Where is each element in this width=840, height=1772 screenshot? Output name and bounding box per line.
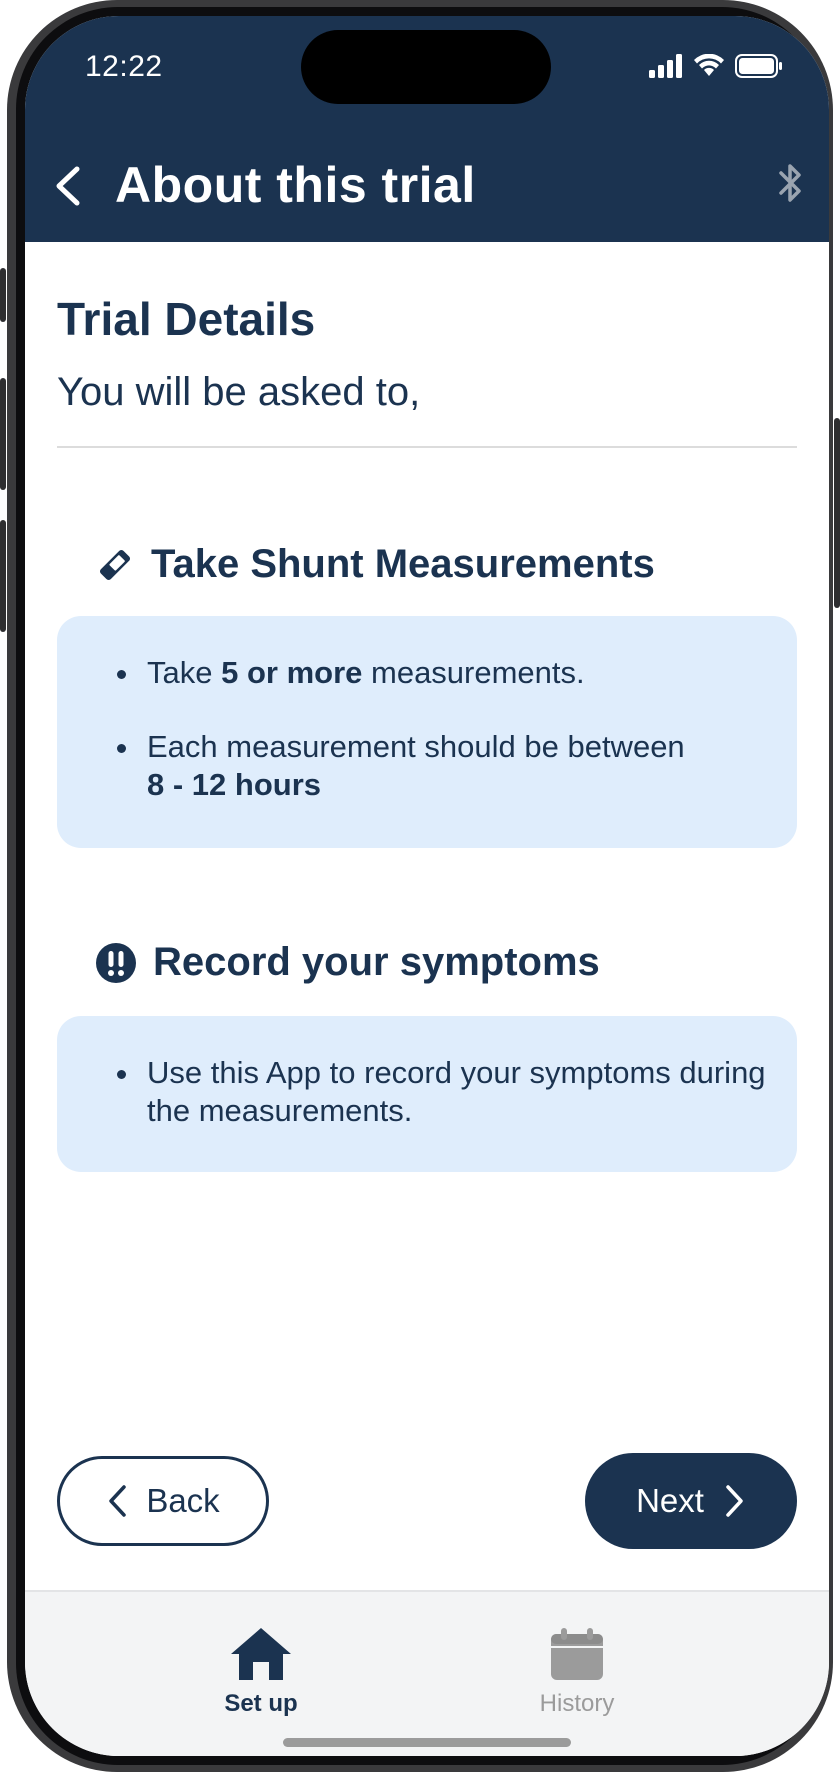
battery-icon <box>735 54 783 78</box>
wifi-icon <box>693 54 725 78</box>
chevron-left-icon[interactable] <box>51 166 85 206</box>
list-item-text: measurements. <box>362 655 585 690</box>
home-indicator <box>283 1738 571 1747</box>
screen <box>25 16 829 1756</box>
next-button-label: Next <box>636 1482 704 1519</box>
page-title: Trial Details <box>57 293 316 345</box>
section-heading-text: Record your symptoms <box>153 940 600 984</box>
status-time: 12:22 <box>85 50 163 83</box>
nav-item-setup[interactable] <box>191 1626 331 1718</box>
list-item-text: Take <box>147 655 222 690</box>
dynamic-island <box>301 30 551 104</box>
pencil-icon <box>95 545 135 585</box>
list-item-text: Use this App to record your symptoms during the measurements. <box>147 1055 766 1128</box>
chevron-left-icon <box>106 1484 128 1518</box>
header-title: About this trial <box>115 157 476 213</box>
signal-icon <box>649 54 683 78</box>
power-button <box>834 418 840 608</box>
bottom-nav <box>25 1590 829 1756</box>
home-icon <box>229 1626 293 1682</box>
nav-item-label: Set up <box>224 1690 298 1717</box>
exclamation-circle-icon <box>95 942 137 984</box>
divider <box>57 446 797 448</box>
list-item-bold: 5 or more <box>221 655 363 690</box>
info-card-symptoms <box>57 1016 797 1172</box>
list-item <box>147 1054 797 1130</box>
section-heading-symptoms <box>95 940 600 985</box>
list-item <box>147 728 797 804</box>
section-heading-text: Take Shunt Measurements <box>151 542 655 586</box>
volume-up-button <box>0 378 6 490</box>
list-item-text: Each measurement should be between <box>147 729 685 764</box>
section-heading-measurements <box>95 542 655 587</box>
back-button-label: Back <box>146 1482 220 1519</box>
nav-item-label: History <box>539 1690 615 1717</box>
list-item-bold: 8 - 12 hours <box>147 767 321 802</box>
calendar-icon <box>549 1626 605 1682</box>
bluetooth-icon[interactable] <box>777 162 805 204</box>
nav-item-history[interactable] <box>507 1626 647 1718</box>
status-icons <box>649 54 783 78</box>
info-card-measurements <box>57 616 797 848</box>
action-button <box>0 268 6 322</box>
app-header <box>25 16 829 242</box>
volume-down-button <box>0 520 6 632</box>
page-subtitle: You will be asked to, <box>57 370 421 414</box>
next-button[interactable] <box>585 1453 797 1549</box>
chevron-right-icon <box>724 1484 746 1518</box>
back-button[interactable] <box>57 1456 269 1546</box>
list-item <box>147 654 797 692</box>
